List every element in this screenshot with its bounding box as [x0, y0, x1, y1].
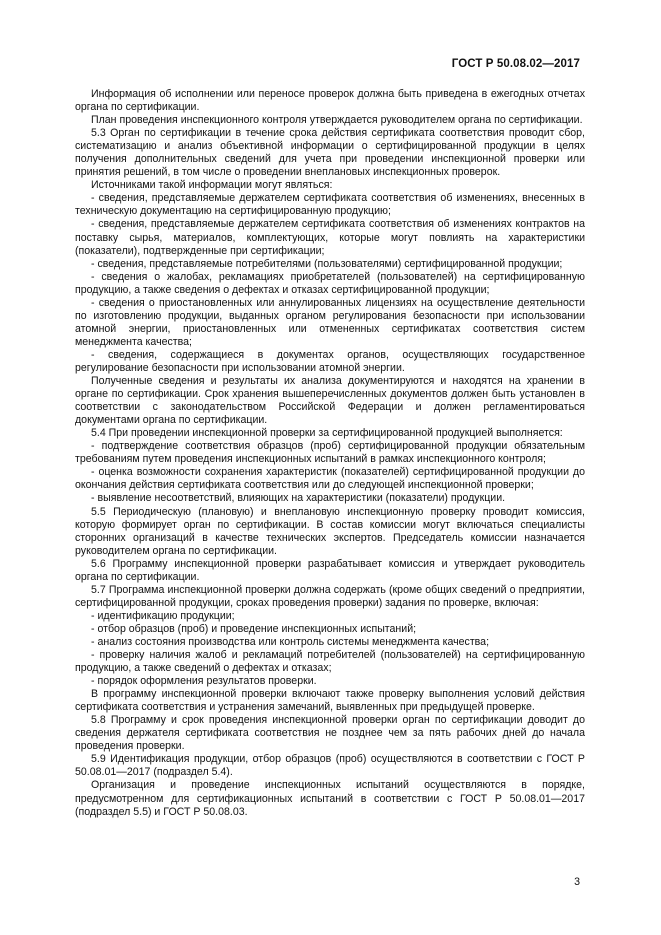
paragraph: 5.3 Орган по сертификации в течение срока действия сертификата соответствия проводит сбор, систематизацию и анализ объективной информации о сертифицированной продукции в целях получения дополнительных сведений для учета при проведении инспекционной проверки или принятия решений, в том числе о проведении внеплановых инспекционных проверок.: [75, 127, 585, 179]
paragraph: Информация об исполнении или переносе проверок должна быть приведена в ежегодных отчетах органа по сертификации.: [75, 88, 585, 114]
paragraph: 5.4 При проведении инспекционной проверки за сертифицированной продукцией выполняется:: [91, 427, 563, 440]
paragraph: 5.6 Программу инспекционной проверки разрабатывает комиссия и утверждает руководитель органа по сертификации.: [75, 557, 585, 583]
list-item: - сведения, представляемые держателем сертификата соответствия об изменениях, внесенных в техническую документацию на сертифицированную продукцию;: [75, 192, 585, 218]
list-item: - выявление несоответствий, влияющих на характеристики (показатели) продукции.: [91, 492, 506, 505]
list-item: - проверку наличия жалоб и рекламаций потребителей (пользователей) на сертифицированную продукцию, а также сведений о дефектах и отказах;: [75, 649, 585, 675]
paragraph: 5.7 Программа инспекционной проверки должна содержать (кроме общих сведений о предприятии, сертифицированной продукции, сроках проведения проверки) задания по проверке, включая:: [75, 583, 585, 609]
list-item: - сведения, представляемые потребителями (пользователями) сертифицированной продукции;: [91, 257, 563, 270]
list-item: - подтверждение соответствия образцов (проб) сертифицированной продукции обязательным требованиям путем проведения инспекционных испытаний в рамках инспекционного контроля;: [75, 440, 585, 466]
list-item: - отбор образцов (проб) и проведение инспекционных испытаний;: [91, 622, 417, 635]
paragraph: 5.5 Периодическую (плановую) и внеплановую инспекционную проверку проводит комиссия, которую формирует орган по сертификации. В состав комиссии могут включаться специалисты сторонних организаций в качестве технических экспертов. Председатель комиссии назначается руководителем органа по сертификации.: [75, 505, 585, 557]
paragraph: Полученные сведения и результаты их анализа документируются и находятся на хранении в органе по сертификации. Срок хранения вышеперечисленных документов должен быть установлен в соответствии с законодательством Российской Федерации и должен регламентироваться документами органа по сертификации.: [75, 375, 585, 427]
list-item: - сведения, представляемые держателем сертификата соответствия об изменениях контрактов на поставку сырья, материалов, комплектующих, которые могут повлиять на характеристики (показатели), подтвержденные при сертификации;: [75, 218, 585, 257]
paragraph: Источниками такой информации могут являться:: [91, 179, 333, 192]
paragraph: В программу инспекционной проверки включают также проверку выполнения условий действия сертификата соответствия и устранения замечаний, выявленных при предыдущей проверке.: [75, 688, 585, 714]
body-text: [75, 88, 585, 819]
paragraph: 5.8 Программу и срок проведения инспекционной проверки орган по сертификации доводит до сведения держателя сертификата соответствия не позднее чем за пять рабочих дней до начала проведения проверки.: [75, 714, 585, 753]
paragraph: 5.9 Идентификация продукции, отбор образцов (проб) осуществляются в соответствии с ГОСТ Р 50.08.01—2017 (подраздел 5.4).: [75, 753, 585, 779]
list-item: - идентификацию продукции;: [91, 609, 235, 622]
list-item: - сведения, содержащиеся в документах органов, осуществляющих государственное регулирование безопасности при использовании атомной энергии.: [75, 348, 585, 374]
paragraph: Организация и проведение инспекционных испытаний осуществляются в порядке, предусмотренном для сертификационных испытаний в соответствии с ГОСТ Р 50.08.01—2017 (подраздел 5.5) и ГОСТ Р 50.08.03.: [75, 779, 585, 818]
list-item: - сведения о жалобах, рекламациях приобретателей (пользователей) на сертифицированную продукцию, а также сведения о дефектах и отказах сертифицированной продукции;: [75, 270, 585, 296]
document-code: ГОСТ Р 50.08.02—2017: [451, 58, 580, 70]
list-item: - анализ состояния производства или контроль системы менеджмента качества;: [91, 635, 490, 648]
list-item: - оценка возможности сохранения характеристик (показателей) сертифицированной продукции до окончания действия сертификата соответствия или до следующей инспекционной проверки;: [75, 466, 585, 492]
paragraph: План проведения инспекционного контроля утверждается руководителем органа по сертификации.: [91, 114, 583, 127]
page-number: 3: [574, 876, 580, 888]
list-item: - порядок оформления результатов проверки.: [91, 675, 317, 688]
list-item: - сведения о приостановленных или аннулированных лицензиях на осуществление деятельности по изготовлению продукции, выданных органом регулирования безопасности при использовании атомной энергии, приостановленных или отмененных сертификатах соответствия систем менеджмента качества;: [75, 296, 585, 348]
